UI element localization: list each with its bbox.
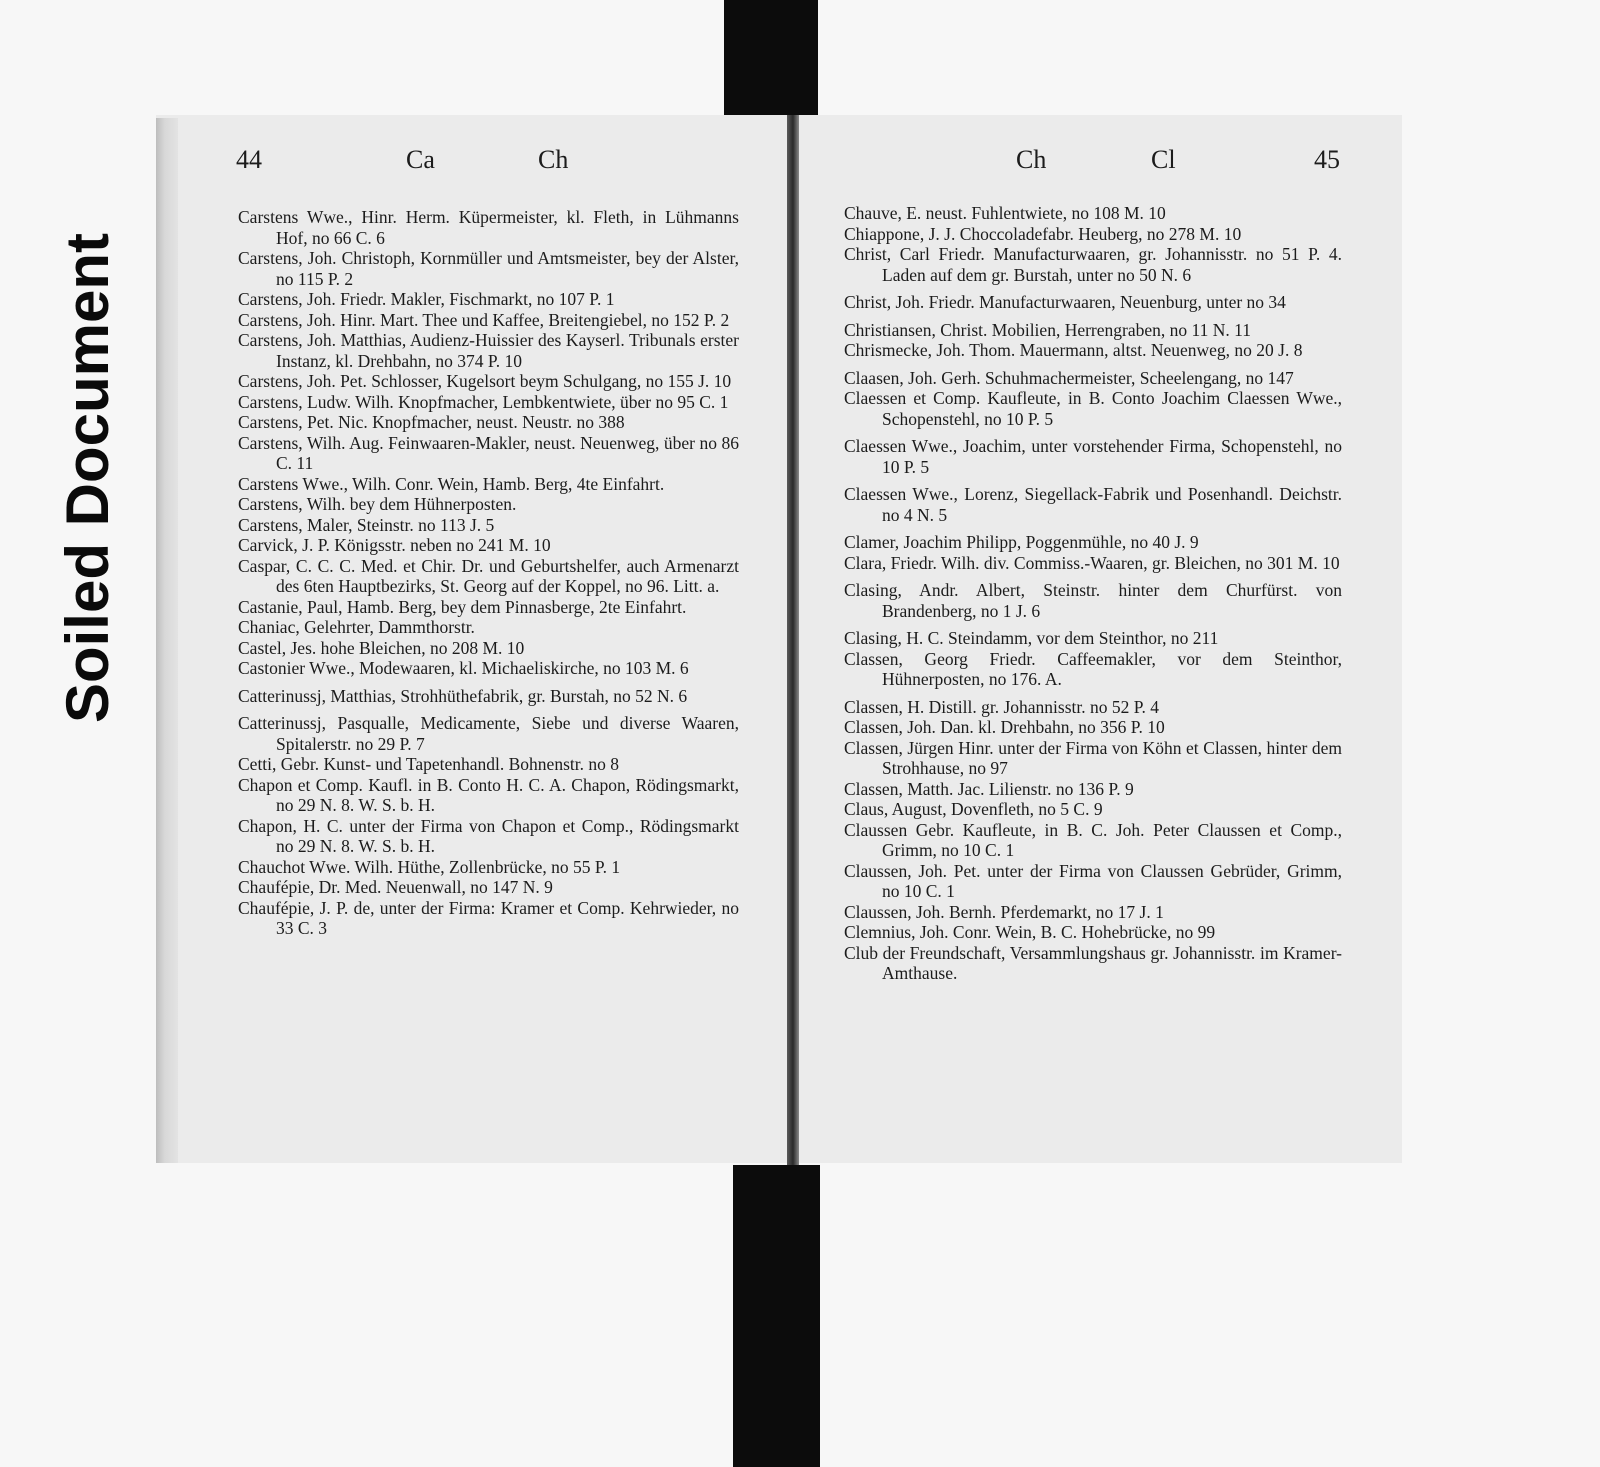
- directory-entry: Cetti, Gebr. Kunst- und Tapetenhandl. Bohnenstr. no 8: [238, 754, 619, 774]
- left-page-header: [178, 145, 787, 185]
- directory-entry: Carstens, Joh. Pet. Schlosser, Kugelsort beym Schulgang, no 155 J. 10: [238, 371, 732, 391]
- heading-from: Ch: [1016, 145, 1047, 174]
- directory-entry: Chaniac, Gelehrter, Dammthorstr.: [238, 617, 475, 637]
- directory-entry: Christ, Carl Friedr. Manufacturwaaren, gr. Johannisstr. no 51 P. 4. Laden auf dem gr. Burstah, unter no 50 N. 6: [844, 244, 1342, 285]
- directory-entry: Classen, Matth. Jac. Lilienstr. no 136 P. 9: [844, 778, 1134, 799]
- directory-entry: Carstens, Wilh. Aug. Feinwaaren-Makler, neust. Neuenweg, über no 86 C. 11: [238, 432, 739, 473]
- directory-entry: Christ, Joh. Friedr. Manufacturwaaren, Neuenburg, unter no 34: [844, 292, 1286, 312]
- directory-entry: Castanie, Paul, Hamb. Berg, bey dem Pinnasberge, 2te Einfahrt.: [238, 596, 687, 617]
- heading-from: Ca: [406, 145, 435, 174]
- page-number: 45: [1314, 145, 1340, 174]
- right-page-header: [799, 145, 1402, 185]
- page-number: 44: [236, 145, 262, 174]
- directory-entry: Chapon et Comp. Kaufl. in B. Conto H. C. A. Chapon, Rödingsmarkt, no 29 N. 8. W. S. b. H.: [238, 774, 739, 815]
- left-page: [178, 115, 787, 1163]
- directory-entry: Chrismecke, Joh. Thom. Mauermann, altst. Neuenweg, no 20 J. 8: [844, 340, 1303, 360]
- directory-entry: Chauchot Wwe. Wilh. Hüthe, Zollenbrücke, no 55 P. 1: [238, 856, 621, 877]
- directory-entry: Carstens, Joh. Christoph, Kornmüller und Amtsmeister, bey der Alster, no 115 P. 2: [238, 248, 739, 289]
- soiled-document-stamp: [48, 218, 128, 738]
- directory-entry: Castel, Jes. hohe Bleichen, no 208 M. 10: [238, 637, 525, 658]
- directory-entry: Chauve, E. neust. Fuhlentwiete, no 108 M. 10: [844, 203, 1166, 223]
- directory-entry: Chapon, H. C. unter der Firma von Chapon et Comp., Rödingsmarkt no 29 N. 8. W. S. b. H.: [238, 815, 739, 856]
- directory-entry: Claessen et Comp. Kaufleute, in B. Conto Joachim Claessen Wwe., Schopenstehl, no 10 P. 5: [844, 388, 1342, 429]
- binding-strip-top: [724, 0, 818, 118]
- directory-entry: Christiansen, Christ. Mobilien, Herrengraben, no 11 N. 11: [844, 319, 1251, 340]
- page-edge: [156, 118, 178, 1163]
- directory-entry: Claussen Gebr. Kaufleute, in B. C. Joh. Peter Claussen et Comp., Grimm, no 10 C. 1: [844, 819, 1342, 860]
- directory-entry: Clemnius, Joh. Conr. Wein, B. C. Hohebrücke, no 99: [844, 922, 1216, 942]
- directory-entry: Clasing, H. C. Steindamm, vor dem Steinthor, no 211: [844, 628, 1219, 648]
- directory-entry: Catterinussj, Pasqualle, Medicamente, Siebe und diverse Waaren, Spitalerstr. no 29 P. 7: [238, 713, 739, 754]
- directory-entry: Chaufépie, J. P. de, unter der Firma: Kramer et Comp. Kehrwieder, no 33 C. 3: [238, 897, 739, 938]
- right-entry-list: [844, 203, 1342, 984]
- directory-entry: Chiappone, J. J. Choccoladefabr. Heuberg, no 278 M. 10: [844, 223, 1242, 244]
- directory-entry: Carstens, Ludw. Wilh. Knopfmacher, Lembkentwiete, über no 95 C. 1: [238, 391, 729, 412]
- right-page: [799, 115, 1402, 1163]
- directory-entry: Chaufépie, Dr. Med. Neuenwall, no 147 N. 9: [238, 877, 553, 897]
- directory-entry: Carstens, Joh. Matthias, Audienz-Huissier des Kayserl. Tribunals erster Instanz, kl. Drehbahn, no 374 P. 10: [238, 330, 739, 371]
- directory-entry: Claessen Wwe., Joachim, unter vorstehender Firma, Schopenstehl, no 10 P. 5: [844, 436, 1342, 477]
- directory-entry: Classen, Joh. Dan. kl. Drehbahn, no 356 P. 10: [844, 717, 1165, 737]
- directory-entry: Claessen Wwe., Lorenz, Siegellack-Fabrik und Posenhandl. Deichstr. no 4 N. 5: [844, 484, 1342, 525]
- directory-entry: Carstens Wwe., Hinr. Herm. Küpermeister, kl. Fleth, in Lühmanns Hof, no 66 C. 6: [238, 207, 739, 248]
- stamp-text: Soiled Document: [54, 232, 121, 724]
- directory-entry: Caspar, C. C. C. Med. et Chir. Dr. und Geburtshelfer, auch Armenarzt des 6ten Hauptbezirks, St. Georg auf der Koppel, no 96. Litt. a.: [238, 555, 739, 596]
- book-gutter: [787, 115, 799, 1165]
- directory-entry: Carstens, Pet. Nic. Knopfmacher, neust. Neustr. no 388: [238, 412, 625, 432]
- directory-entry: Carvick, J. P. Königsstr. neben no 241 M. 10: [238, 535, 551, 555]
- directory-entry: Catterinussj, Matthias, Strohhüthefabrik, gr. Burstah, no 52 N. 6: [238, 685, 688, 706]
- directory-entry: Classen, Jürgen Hinr. unter der Firma von Köhn et Classen, hinter dem Strohhause, no 97: [844, 737, 1342, 778]
- directory-entry: Classen, H. Distill. gr. Johannisstr. no 52 P. 4: [844, 696, 1160, 717]
- directory-entry: Carstens Wwe., Wilh. Conr. Wein, Hamb. Berg, 4te Einfahrt.: [238, 473, 665, 494]
- directory-entry: Clamer, Joachim Philipp, Poggenmühle, no 40 J. 9: [844, 532, 1199, 552]
- directory-entry: Classen, Georg Friedr. Caffeemakler, vor dem Steinthor, Hühnerposten, no 176. A.: [844, 648, 1342, 689]
- directory-entry: Carstens, Maler, Steinstr. no 113 J. 5: [238, 514, 495, 535]
- directory-entry: Carstens, Joh. Hinr. Mart. Thee und Kaffee, Breitengiebel, no 152 P. 2: [238, 309, 730, 330]
- directory-entry: Claasen, Joh. Gerh. Schuhmachermeister, Scheelengang, no 147: [844, 367, 1294, 388]
- directory-entry: Claus, August, Dovenfleth, no 5 C. 9: [844, 799, 1103, 819]
- directory-entry: Carstens, Wilh. bey dem Hühnerposten.: [238, 494, 517, 514]
- directory-entry: Clara, Friedr. Wilh. div. Commiss.-Waaren, gr. Bleichen, no 301 M. 10: [844, 552, 1340, 573]
- binding-strip-bottom: [733, 1165, 820, 1467]
- directory-entry: Claussen, Joh. Pet. unter der Firma von Claussen Gebrüder, Grimm, no 10 C. 1: [844, 860, 1342, 901]
- directory-entry: Castonier Wwe., Modewaaren, kl. Michaeliskirche, no 103 M. 6: [238, 658, 689, 678]
- directory-entry: Club der Freundschaft, Versammlungshaus gr. Johannisstr. im Kramer-Amthause.: [844, 942, 1342, 983]
- left-entry-list: [238, 207, 739, 939]
- directory-entry: Carstens, Joh. Friedr. Makler, Fischmarkt, no 107 P. 1: [238, 289, 615, 309]
- directory-entry: Claussen, Joh. Bernh. Pferdemarkt, no 17 J. 1: [844, 901, 1164, 922]
- directory-entry: Clasing, Andr. Albert, Steinstr. hinter dem Churfürst. von Brandenberg, no 1 J. 6: [844, 580, 1342, 621]
- heading-to: Cl: [1151, 145, 1176, 174]
- heading-to: Ch: [538, 145, 569, 174]
